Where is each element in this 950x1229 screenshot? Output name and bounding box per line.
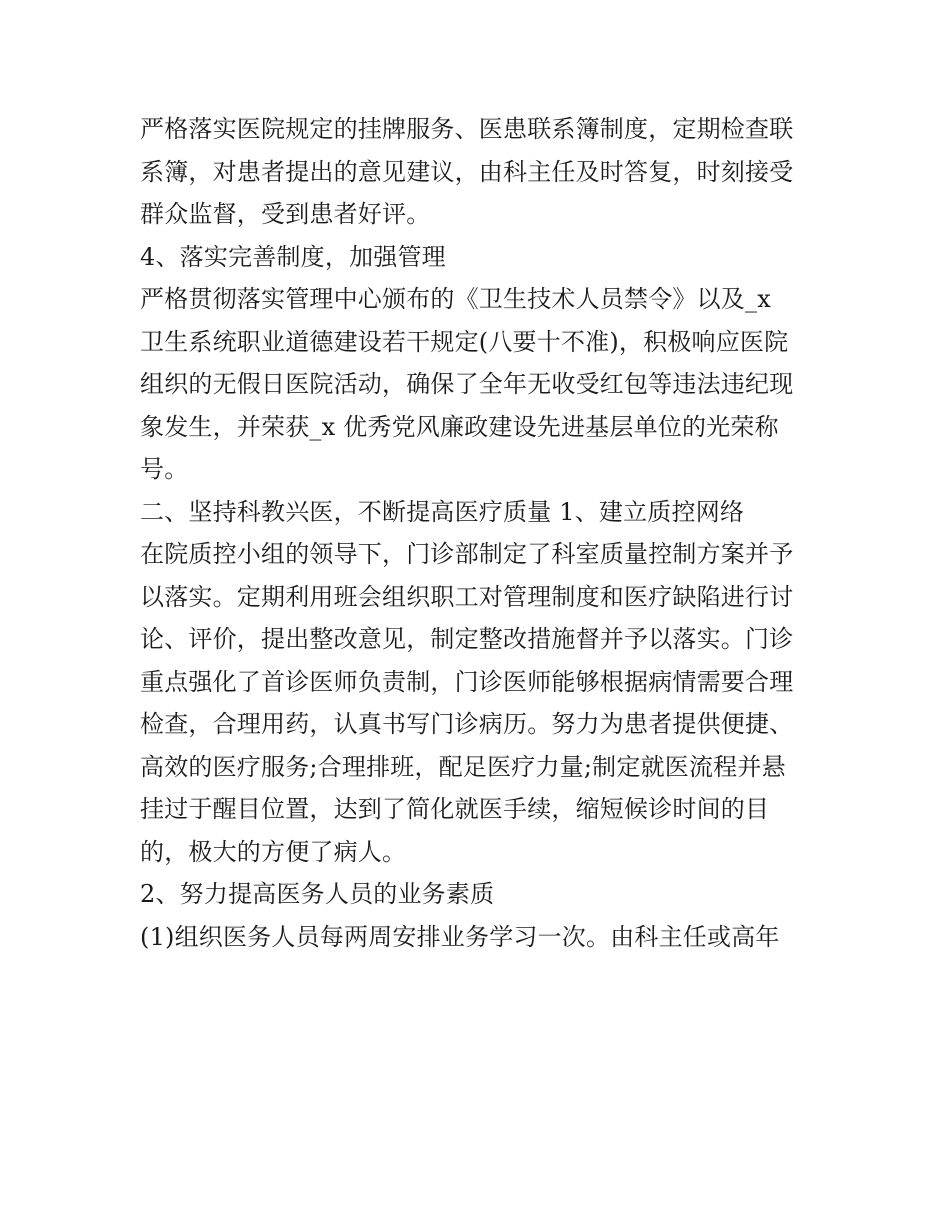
text-line: 系簿，对患者提出的意见建议，由科主任及时答复，时刻接受 (140, 157, 794, 186)
text-line: 论、评价，提出整改意见，制定整改措施督并予以落实。门诊 (140, 625, 794, 653)
text-line: 以落实。定期利用班会组织职工对管理制度和医疗缺陷进行讨 (140, 582, 794, 611)
text-line: 严格贯彻落实管理中心颁布的《卫生技术人员禁令》以及_x (140, 285, 771, 313)
text-line: 挂过于醒目位置，达到了简化就医手续，缩短候诊时间的目 (140, 795, 770, 823)
text-line: 在院质控小组的领导下，门诊部制定了科室质量控制方案并予 (140, 540, 794, 568)
text-line: 重点强化了首诊医师负责制，门诊医师能够根据病情需要合理 (140, 667, 794, 696)
section-heading: 2、努力提高医务人员的业务素质 (140, 880, 495, 908)
section-heading: 二、坚持科教兴医，不断提高医疗质量 1、建立质控网络 (140, 497, 745, 526)
text-line: 象发生，并荣获_x 优秀党风廉政建设先进基层单位的光荣称 (140, 412, 779, 441)
text-line: 的，极大的方便了病人。 (140, 837, 407, 866)
text-line: 组织的无假日医院活动，确保了全年无收受红包等违法违纪现 (140, 370, 794, 398)
document-body (140, 108, 830, 958)
text-line: (1)组织医务人员每两周安排业务学习一次。由科主任或高年 (140, 922, 780, 951)
text-line: 群众监督，受到患者好评。 (140, 200, 431, 228)
text-line: 严格落实医院规定的挂牌服务、医患联系簿制度，定期检查联 (140, 115, 794, 143)
text-line: 号。 (140, 455, 189, 483)
text-line: 检查，合理用药，认真书写门诊病历。努力为患者提供便捷、 (140, 710, 794, 738)
text-line: 卫生系统职业道德建设若干规定(八要十不准)，积极响应医院 (140, 327, 789, 356)
section-heading: 4、落实完善制度，加强管理 (140, 242, 446, 271)
text-line: 高效的医疗服务;合理排班，配足医疗力量;制定就医流程并悬 (140, 752, 786, 781)
